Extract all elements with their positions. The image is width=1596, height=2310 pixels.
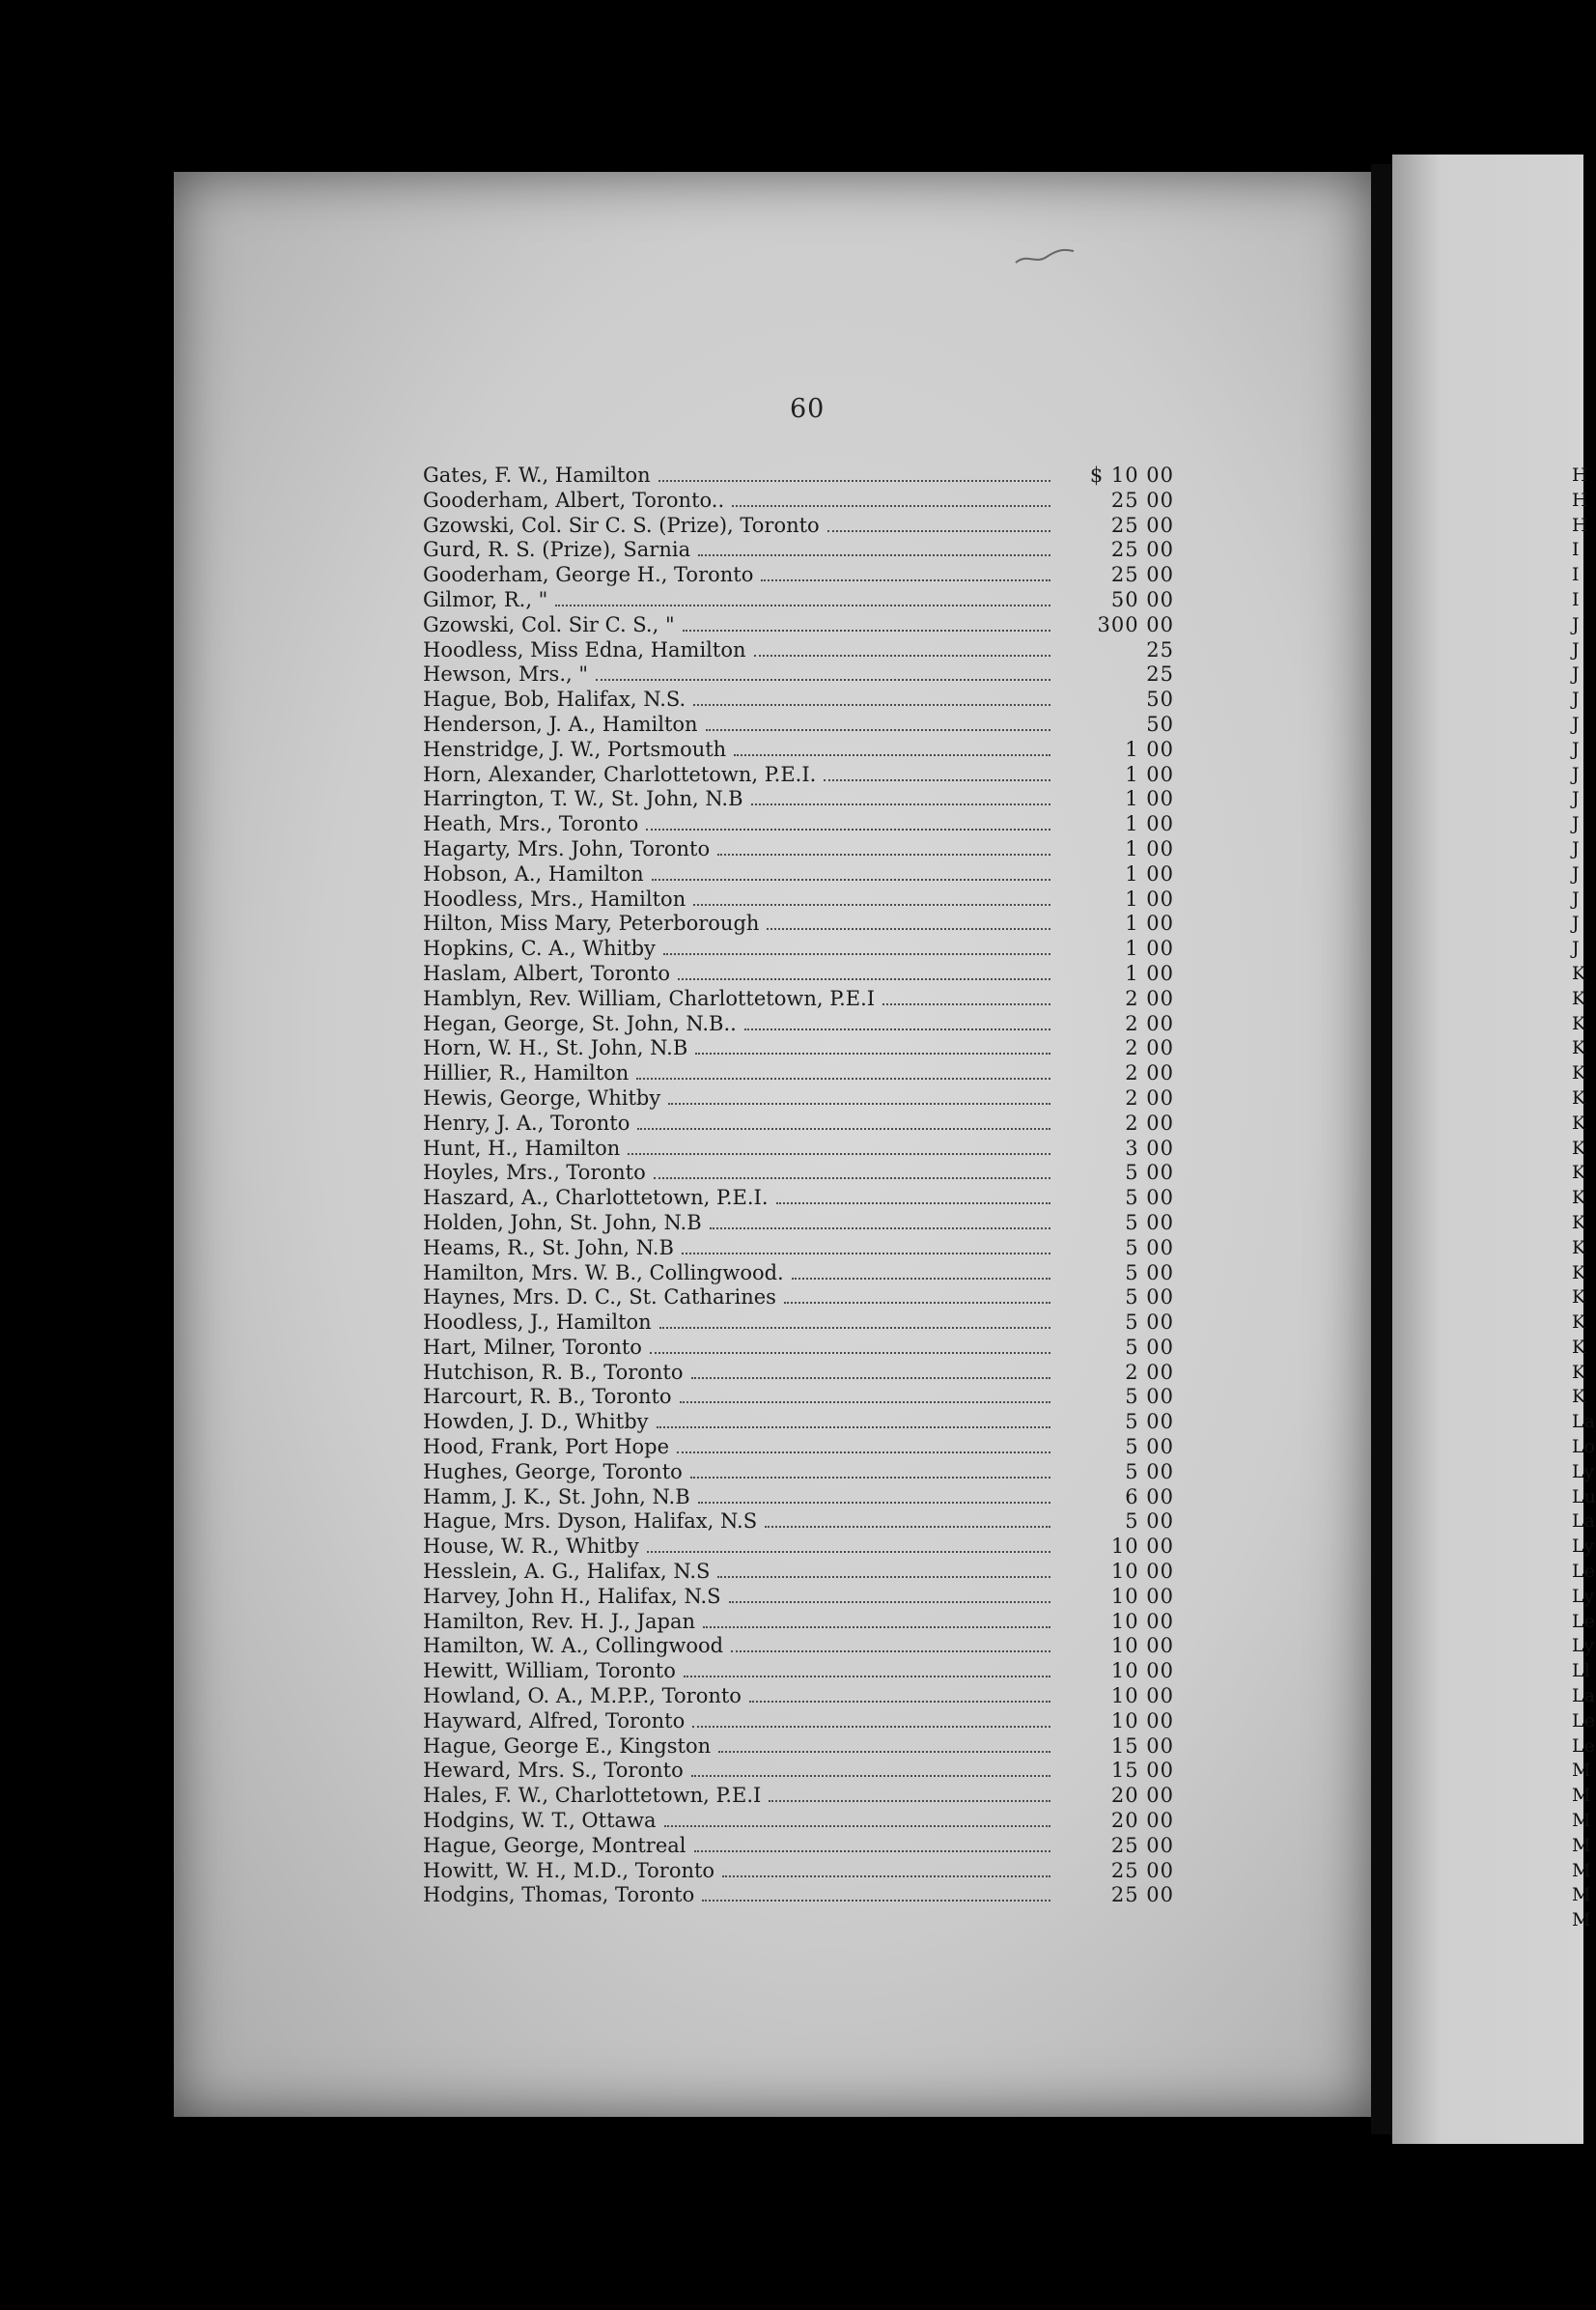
subscription-amount: 2 00 [1125,1085,1174,1110]
right-page-line-fragment: H [1572,489,1588,511]
subscriber-name: House, W. R., Whitby [423,1535,639,1559]
subscriber-name: Henry, J. A., Toronto [423,1111,630,1135]
right-page-line-fragment: K [1572,1386,1586,1408]
subscription-amount: 5 00 [1125,1285,1174,1310]
dot-leader [663,953,1050,955]
subscriber-name: Hunt, H., Hamilton [423,1136,621,1160]
list-item [423,662,1176,688]
list-item [423,1535,1176,1560]
list-item [423,962,1176,987]
subscription-amount: 1 00 [1125,762,1174,786]
subscriber-name: Gooderham, George H., Toronto [423,563,754,587]
subscription-amount: 5 00 [1125,1210,1174,1234]
subscriber-name: Hales, F. W., Charlottetown, P.E.I [423,1784,762,1808]
list-item [423,1585,1176,1610]
subscriber-name: Hagarty, Mrs. John, Toronto [423,836,711,860]
subscriber-name: Hamilton, Rev. H. J., Japan [423,1609,696,1633]
subscriber-name: Hodgins, W. T., Ottawa [423,1809,657,1833]
list-item [423,1859,1176,1884]
subscription-amount: 2 00 [1125,1061,1174,1085]
dot-leader [659,1327,1050,1329]
subscription-amount: 50 00 [1110,587,1174,611]
list-item [423,912,1176,937]
subscription-amount: 2 00 [1125,1111,1174,1135]
right-page-line-fragment: Ly [1572,1635,1595,1657]
list-item [423,514,1176,539]
right-page-line-fragment: I [1572,564,1580,586]
list-item [423,1361,1176,1386]
right-page-line-fragment: M [1572,1909,1591,1931]
subscription-amount: 1 00 [1125,787,1174,811]
page-number: 60 [790,394,826,424]
subscriber-name: Hesslein, A. G., Halifax, N.S [423,1560,711,1584]
right-page-line-fragment: K [1572,1361,1586,1383]
dot-leader [784,1302,1050,1304]
right-page-line-fragment: J [1572,938,1580,960]
subscriber-name: Hague, Bob, Halifax, N.S. [423,688,686,712]
subscriber-name: Hoodless, J., Hamilton [423,1310,652,1335]
dot-leader [692,1726,1050,1728]
right-page-line-fragment: K [1572,1187,1586,1209]
subscription-amount: 10 00 [1110,1609,1174,1633]
right-page-line-fragment: H [1572,514,1588,536]
subscriber-name: Harrington, T. W., St. John, N.B [423,787,743,811]
dot-leader [695,1053,1050,1055]
subscriber-name: Haslam, Albert, Toronto [423,961,670,985]
subscription-amount: 15 00 [1110,1759,1174,1783]
dot-leader [702,1900,1050,1902]
dot-leader [646,829,1050,831]
list-item [423,1485,1176,1510]
right-page-line-fragment: I [1572,588,1580,610]
subscription-amount: 1 00 [1125,961,1174,985]
dot-leader [636,1078,1050,1080]
list-item [423,1211,1176,1236]
subscription-amount: 5 00 [1125,1260,1174,1284]
list-item [423,464,1176,489]
subscriber-name: Hegan, George, St. John, N.B.. [423,1011,737,1035]
subscriber-name: Gates, F. W., Hamilton [423,464,651,487]
right-page-line-fragment: La [1572,1685,1595,1707]
subscriber-name: Gurd, R. S. (Prize), Sarnia [423,538,691,562]
list-item [423,1385,1176,1410]
dot-leader [824,779,1050,781]
right-page-line-fragment: Lu [1572,1485,1596,1507]
subscriber-name: Harvey, John H., Halifax, N.S [423,1584,721,1608]
subscription-amount: 2 00 [1125,1011,1174,1035]
list-item [423,1460,1176,1485]
subscription-amount: 50 [1146,712,1174,736]
subscription-amount: 2 00 [1125,1036,1174,1060]
subscriber-name: Hughes, George, Toronto [423,1459,683,1483]
right-page-line-fragment: M [1572,1884,1591,1906]
dot-leader [698,554,1050,556]
subscriber-name: Holden, John, St. John, N.B [423,1210,702,1234]
dot-leader [754,655,1050,657]
dot-leader [706,729,1050,731]
list-item [423,837,1176,862]
dot-leader [690,1477,1050,1479]
subscriber-name: Gooderham, Albert, Toronto.. [423,488,725,512]
subscription-amount: 3 00 [1125,1136,1174,1160]
right-page-line-fragment: I [1572,539,1580,561]
list-item [423,713,1176,738]
dot-leader [710,1227,1050,1229]
dot-leader [765,1526,1050,1528]
list-item [423,937,1176,962]
dot-leader [734,754,1050,756]
list-item [423,1784,1176,1809]
subscription-amount: 5 00 [1125,1335,1174,1359]
right-page-line-fragment: J [1572,837,1580,859]
dot-leader [596,679,1050,681]
right-page-line-fragment: M [1572,1760,1591,1782]
right-page-line-fragment: K [1572,1286,1586,1309]
right-page-line-fragment: Ly [1572,1460,1595,1482]
subscriber-name: Horn, Alexander, Charlottetown, P.E.I. [423,762,817,786]
subscription-amount: 25 00 [1110,538,1174,562]
subscription-amount: 10 00 [1110,1584,1174,1608]
list-item [423,538,1176,563]
list-item [423,1161,1176,1186]
subscriber-name: Hoodless, Mrs., Hamilton [423,887,686,911]
subscription-amount: 25 00 [1110,488,1174,512]
subscription-amount: 1 00 [1125,836,1174,860]
subscription-amount: 25 00 [1110,1858,1174,1882]
list-item [423,1809,1176,1834]
list-item [423,1560,1176,1585]
subscription-amount: 5 00 [1125,1235,1174,1259]
dot-leader [751,803,1050,805]
subscriber-name: Hague, George, Montreal [423,1833,686,1857]
dot-leader [749,1701,1050,1703]
list-item [423,1834,1176,1859]
subscriber-name: Hague, George E., Kingston [423,1733,712,1758]
list-item [423,613,1176,638]
dot-leader [650,1352,1050,1354]
subscription-amount: 1 00 [1125,861,1174,886]
dot-leader [698,1502,1050,1504]
subscription-amount: 25 00 [1110,1883,1174,1907]
subscription-amount: 10 00 [1110,1634,1174,1658]
subscription-amount: 300 00 [1097,612,1174,636]
list-item [423,1061,1176,1086]
dot-leader [693,704,1050,706]
dot-leader [691,1377,1050,1379]
list-item [423,887,1176,913]
right-page-line-fragment: J [1572,788,1580,810]
subscription-amount: 20 00 [1110,1809,1174,1833]
right-page-line-fragment: M [1572,1834,1591,1856]
right-page-line-fragment: M [1572,1859,1591,1881]
subscription-amount: 1 00 [1125,937,1174,961]
subscription-amount: 10 00 [1110,1535,1174,1559]
right-page-line-fragment: J [1572,663,1580,686]
dot-leader [682,1253,1050,1254]
subscriber-name: Hood, Frank, Port Hope [423,1435,670,1459]
right-page-line-fragment: K [1572,1311,1586,1334]
book-gutter [1371,164,1392,2134]
dot-leader [769,1800,1050,1802]
list-item [423,1435,1176,1460]
dot-leader [694,1850,1050,1852]
right-page-line-fragment: Le [1572,1734,1595,1757]
right-page-line-fragment: Le [1572,1561,1595,1583]
right-page-line-fragment: Lo [1572,1436,1596,1458]
right-page-line-fragment: J [1572,813,1580,835]
right-page-line-fragment: K [1572,1086,1586,1109]
dot-leader [664,1825,1050,1827]
list-item [423,1410,1176,1435]
subscription-amount: 5 00 [1125,1410,1174,1434]
right-page-line-fragment: K [1572,1062,1586,1085]
subscriber-name: Henderson, J. A., Hamilton [423,712,698,736]
list-item [423,1709,1176,1734]
dot-leader [717,854,1050,856]
right-page-line-fragment: K [1572,1112,1586,1134]
list-item [423,1336,1176,1361]
list-item [423,1759,1176,1784]
dot-leader [657,1426,1050,1428]
list-item [423,1285,1176,1310]
subscription-amount: 10 00 [1110,1708,1174,1732]
subscriber-name: Hayward, Alfred, Toronto [423,1708,686,1732]
list-item [423,787,1176,812]
list-item [423,1883,1176,1908]
right-page-line-fragment: K [1572,1211,1586,1233]
subscriber-name: Hopkins, C. A., Whitby [423,937,656,961]
dot-leader [882,1003,1050,1005]
subscriber-name: Gilmor, R., " [423,587,548,611]
dot-leader [729,1601,1050,1603]
subscriber-name: Howland, O. A., M.P.P., Toronto [423,1684,742,1708]
subscription-amount: 1 00 [1125,912,1174,936]
subscription-amount: 5 00 [1125,1385,1174,1409]
right-page-line-fragment: K [1572,1336,1586,1358]
right-page-line-fragment: K [1572,1162,1586,1184]
right-page-line-fragment: J [1572,913,1580,935]
dot-leader [652,879,1050,881]
subscription-amount: 50 [1146,688,1174,712]
right-page-line-fragment: J [1572,713,1580,735]
dot-leader [668,1103,1050,1105]
list-item [423,738,1176,763]
list-item [423,1236,1176,1261]
list-item [423,688,1176,713]
dot-leader [718,1751,1050,1753]
right-page-line-fragment: Ll [1572,1660,1590,1682]
pencil-mark [1014,243,1076,268]
list-item [423,862,1176,887]
subscriber-name: Harcourt, R. B., Toronto [423,1385,672,1409]
subscriber-name: Hewson, Mrs., " [423,662,589,687]
list-item [423,1112,1176,1137]
subscriber-name: Hoyles, Mrs., Toronto [423,1161,646,1185]
list-item [423,1036,1176,1061]
subscriber-name: Haszard, A., Charlottetown, P.E.I. [423,1186,769,1210]
dot-leader [776,1202,1050,1204]
right-page-line-fragment: La [1572,1411,1595,1433]
subscriber-name: Howitt, W. H., M.D., Toronto [423,1858,715,1882]
subscription-amount: 10 00 [1110,1684,1174,1708]
list-item [423,1310,1176,1336]
dot-leader [761,579,1050,581]
list-item [423,987,1176,1012]
subscriber-name: Heams, R., St. John, N.B [423,1235,674,1259]
right-page-line-fragment: K [1572,1236,1586,1258]
dot-leader [658,480,1050,482]
subscriber-name: Hamilton, W. A., Collingwood [423,1634,724,1658]
right-page-line-fragment: Ly [1572,1585,1595,1607]
dot-leader [555,605,1050,606]
subscriber-name: Hague, Mrs. Dyson, Halifax, N.S [423,1509,758,1534]
subscriber-name: Hamilton, Mrs. W. B., Collingwood. [423,1260,784,1284]
subscriber-name: Hoodless, Miss Edna, Hamilton [423,637,746,662]
right-page-line-fragment: K [1572,1012,1586,1034]
right-page-line-fragment: J [1572,763,1580,785]
dot-leader [767,928,1050,930]
dot-leader [693,904,1050,906]
subscriber-name: Hewis, George, Whitby [423,1085,661,1110]
list-item [423,1137,1176,1162]
list-item [423,1734,1176,1760]
right-page-line-fragment: J [1572,689,1580,711]
right-page-line-fragment: K [1572,962,1586,984]
subscription-amount: 20 00 [1110,1784,1174,1808]
subscription-amount: 6 00 [1125,1484,1174,1508]
subscriber-name: Henstridge, J. W., Portsmouth [423,737,727,761]
right-page-line-fragment: Le [1572,1709,1595,1732]
subscriber-name: Hilton, Miss Mary, Peterborough [423,912,760,936]
right-page-line-fragment: Le [1572,1610,1595,1632]
list-item [423,812,1176,837]
subscription-amount: 5 00 [1125,1186,1174,1210]
list-item [423,1659,1176,1684]
subscription-amount: 2 00 [1125,986,1174,1010]
subscriber-name: Heath, Mrs., Toronto [423,812,639,836]
dot-leader [717,1576,1050,1578]
list-item [423,1684,1176,1709]
dot-leader [744,1028,1050,1030]
right-page-line-fragment: J [1572,738,1580,760]
dot-leader [654,1177,1050,1179]
dot-leader [731,1650,1050,1652]
subscriber-name: Hart, Milner, Toronto [423,1335,642,1359]
subscription-amount: 10 00 [1110,1560,1174,1584]
dot-leader [637,1128,1050,1130]
list-item [423,489,1176,514]
subscriber-name: Horn, W. H., St. John, N.B [423,1036,688,1060]
subscription-amount: 15 00 [1110,1733,1174,1758]
dot-leader [684,1676,1050,1677]
subscription-amount: 5 00 [1125,1310,1174,1335]
right-page-line-fragment: Ly [1572,1535,1595,1558]
subscriber-name: Hodgins, Thomas, Toronto [423,1883,695,1907]
subscription-amount: 1 00 [1125,737,1174,761]
dot-leader [732,505,1050,507]
subscription-list [423,464,1176,1908]
right-page-line-fragment: K [1572,1037,1586,1059]
subscription-amount: 2 00 [1125,1360,1174,1384]
subscriber-name: Hamblyn, Rev. William, Charlottetown, P.E.I [423,986,876,1010]
dot-leader [677,1451,1050,1453]
subscription-amount: 25 00 [1110,1833,1174,1857]
subscriber-name: Hobson, A., Hamilton [423,861,644,886]
list-item [423,1086,1176,1112]
subscriber-name: Gzowski, Col. Sir C. S. (Prize), Toronto [423,513,820,537]
list-item [423,638,1176,663]
right-page-line-fragment: J [1572,638,1580,661]
subscriber-name: Howden, J. D., Whitby [423,1410,649,1434]
subscription-amount: $ 10 00 [1089,464,1174,487]
subscriber-name: Heward, Mrs. S., Toronto [423,1759,684,1783]
subscription-amount: 5 00 [1125,1509,1174,1534]
list-item [423,1610,1176,1635]
subscription-amount: 1 00 [1125,887,1174,911]
list-item [423,763,1176,788]
list-item [423,1012,1176,1037]
subscriber-name: Hamm, J. K., St. John, N.B [423,1484,690,1508]
dot-leader [683,630,1050,632]
subscription-amount: 5 00 [1125,1161,1174,1185]
right-page-line-fragment: J [1572,887,1580,910]
dot-leader [628,1153,1050,1155]
subscriber-name: Hillier, R., Hamilton [423,1061,630,1085]
subscriber-name: Gzowski, Col. Sir C. S., " [423,612,675,636]
right-page-line-fragment: K [1572,1137,1586,1159]
dot-leader [680,1401,1050,1403]
subscription-amount: 25 00 [1110,563,1174,587]
dot-leader [827,530,1050,532]
subscription-amount: 25 00 [1110,513,1174,537]
subscription-amount: 5 00 [1125,1435,1174,1459]
subscription-amount: 1 00 [1125,812,1174,836]
subscriber-name: Hewitt, William, Toronto [423,1659,676,1683]
dot-leader [647,1551,1050,1553]
right-page-line-fragment: K [1572,987,1586,1009]
subscription-amount: 25 [1146,662,1174,687]
list-item [423,1261,1176,1286]
list-item [423,588,1176,613]
list-item [423,1186,1176,1211]
list-item [423,1509,1176,1535]
list-item [423,563,1176,588]
subscription-amount: 5 00 [1125,1459,1174,1483]
list-item [423,1634,1176,1659]
dot-leader [678,978,1050,980]
subscriber-name: Hutchison, R. B., Toronto [423,1360,684,1384]
right-page-fragments [1572,464,1596,1933]
dot-leader [792,1278,1050,1280]
subscriber-name: Haynes, Mrs. D. C., St. Catharines [423,1285,776,1310]
subscription-amount: 25 [1146,637,1174,662]
right-page-line-fragment: La [1572,1510,1595,1533]
right-page-line-fragment: M [1572,1785,1591,1807]
right-page-line-fragment: J [1572,613,1580,635]
right-page-line-fragment: K [1572,1261,1586,1283]
right-page-line-fragment: M [1572,1810,1591,1832]
dot-leader [691,1775,1050,1777]
right-page-line-fragment: H [1572,465,1588,486]
dot-leader [722,1875,1050,1877]
right-page-line-fragment: J [1572,862,1580,885]
dot-leader [703,1626,1050,1628]
subscription-amount: 10 00 [1110,1659,1174,1683]
